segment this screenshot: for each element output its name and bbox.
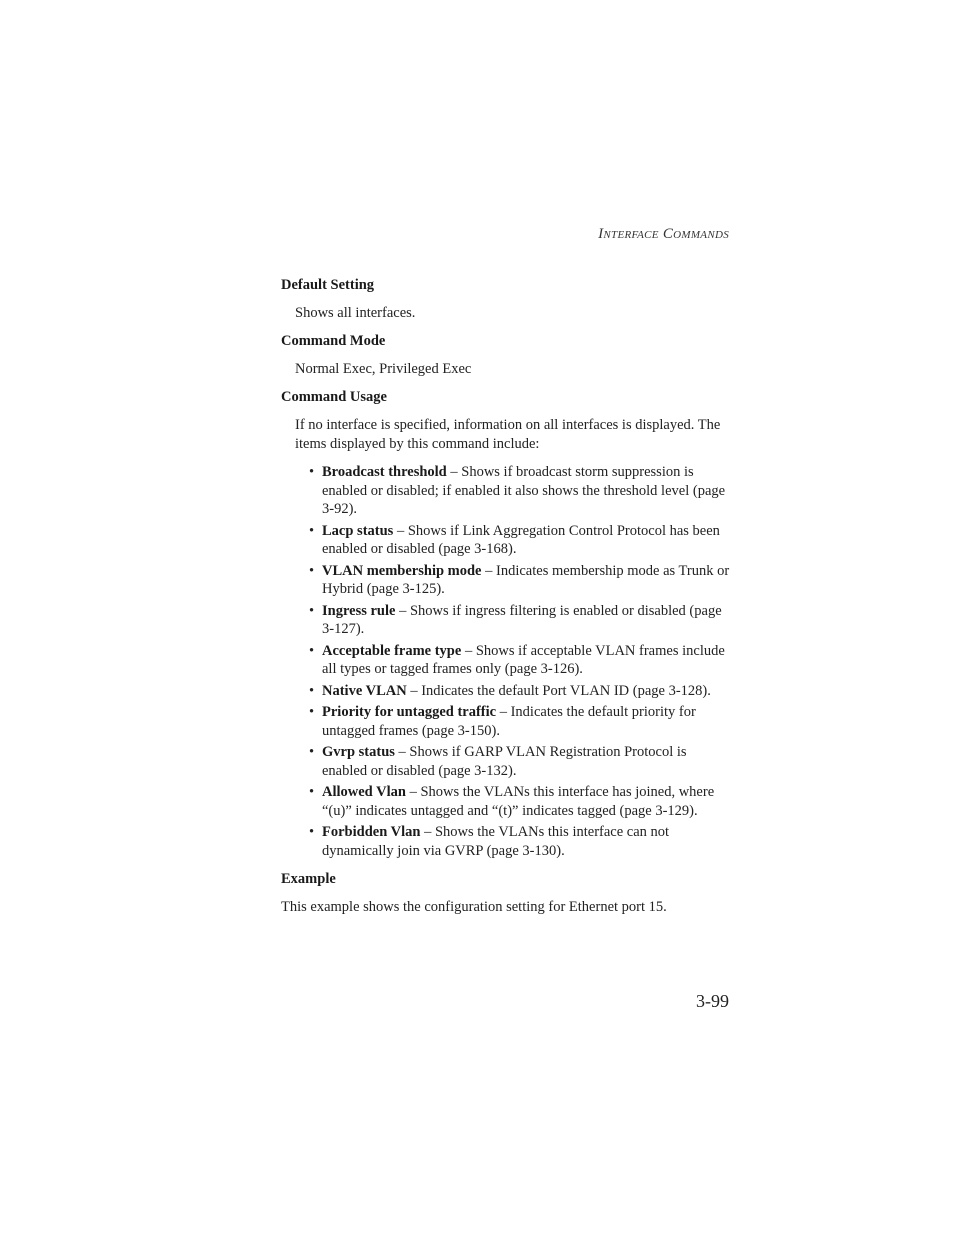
bullet-icon: • bbox=[309, 642, 315, 659]
list-item-description: – Indicates the default priority for untagged frames (page 3-150). bbox=[322, 704, 696, 739]
bullet-icon: • bbox=[309, 784, 315, 800]
list-item-acceptable-frame-type bbox=[309, 642, 733, 679]
list-item-vlan-membership-mode bbox=[309, 562, 733, 599]
bullet-icon: • bbox=[309, 522, 315, 539]
example-heading: Example bbox=[281, 871, 336, 887]
list-item-allowed-vlan bbox=[309, 783, 733, 820]
page-content bbox=[281, 276, 733, 917]
list-item-lacp-status bbox=[309, 522, 733, 559]
list-item-description: – Indicates the default Port VLAN ID (page 3-128). bbox=[406, 682, 711, 699]
bullet-icon: • bbox=[309, 744, 315, 760]
list-item-description: – Shows if ingress filtering is enabled or disabled (page 3-127). bbox=[322, 602, 722, 637]
list-item-priority-untagged-traffic bbox=[309, 703, 733, 740]
bullet-icon: • bbox=[309, 562, 315, 579]
bullet-icon: • bbox=[309, 824, 315, 840]
display-items-list bbox=[309, 463, 733, 860]
list-item-term: Lacp status bbox=[322, 522, 394, 539]
default-setting-body: Shows all interfaces. bbox=[295, 305, 416, 321]
command-mode-body: Normal Exec, Privileged Exec bbox=[295, 361, 472, 377]
list-item-description: – Shows if GARP VLAN Registration Protocol is enabled or disabled (page 3-132). bbox=[322, 744, 687, 779]
list-item-term: Forbidden Vlan bbox=[322, 824, 421, 840]
list-item-term: Gvrp status bbox=[322, 744, 395, 760]
bullet-icon: • bbox=[309, 682, 315, 699]
running-header: Interface Commands bbox=[598, 226, 729, 242]
list-item-description: – Shows if acceptable VLAN frames include all types or tagged frames only (page 3-126). bbox=[322, 642, 725, 677]
command-usage-heading: Command Usage bbox=[281, 389, 387, 405]
list-item-gvrp-status bbox=[309, 743, 733, 780]
list-item-term: Allowed Vlan bbox=[322, 784, 406, 800]
list-item-description: – Shows the VLANs this interface can not dynamically join via GVRP (page 3-130). bbox=[322, 824, 670, 859]
example-body: This example shows the configuration setting for Ethernet port 15. bbox=[281, 899, 667, 915]
bullet-icon: • bbox=[309, 704, 315, 720]
list-item-term: VLAN membership mode bbox=[322, 562, 482, 579]
list-item-description: – Shows if Link Aggregation Control Protocol has been enabled or disabled (page 3-168). bbox=[322, 522, 720, 557]
list-item-description: – Shows the VLANs this interface has joined, where “(u)” indicates untagged and “(t)” indicates tagged (page 3-129). bbox=[322, 784, 715, 819]
default-setting-heading: Default Setting bbox=[281, 277, 375, 293]
list-item-description: – Indicates membership mode as Trunk or Hybrid (page 3-125). bbox=[322, 562, 730, 597]
list-item-ingress-rule bbox=[309, 602, 733, 639]
list-item-native-vlan bbox=[309, 682, 733, 701]
list-item-term: Acceptable frame type bbox=[322, 642, 462, 659]
list-item-description: – Shows if broadcast storm suppression is enabled or disabled; if enabled it also shows the threshold level (page 3-92). bbox=[322, 464, 726, 517]
list-item-term: Broadcast threshold bbox=[322, 464, 447, 480]
list-item-term: Priority for untagged traffic bbox=[322, 704, 497, 720]
bullet-icon: • bbox=[309, 602, 315, 619]
bullet-icon: • bbox=[309, 464, 315, 480]
list-item-forbidden-vlan bbox=[309, 823, 733, 860]
command-usage-body: If no interface is specified, information on all interfaces is displayed. The items displayed by this command include: bbox=[295, 417, 721, 452]
page-number: 3-99 bbox=[696, 991, 729, 1011]
list-item-term: Native VLAN bbox=[322, 682, 407, 699]
list-item-term: Ingress rule bbox=[322, 602, 396, 619]
list-item-broadcast-threshold bbox=[309, 463, 733, 519]
command-mode-heading: Command Mode bbox=[281, 333, 386, 349]
